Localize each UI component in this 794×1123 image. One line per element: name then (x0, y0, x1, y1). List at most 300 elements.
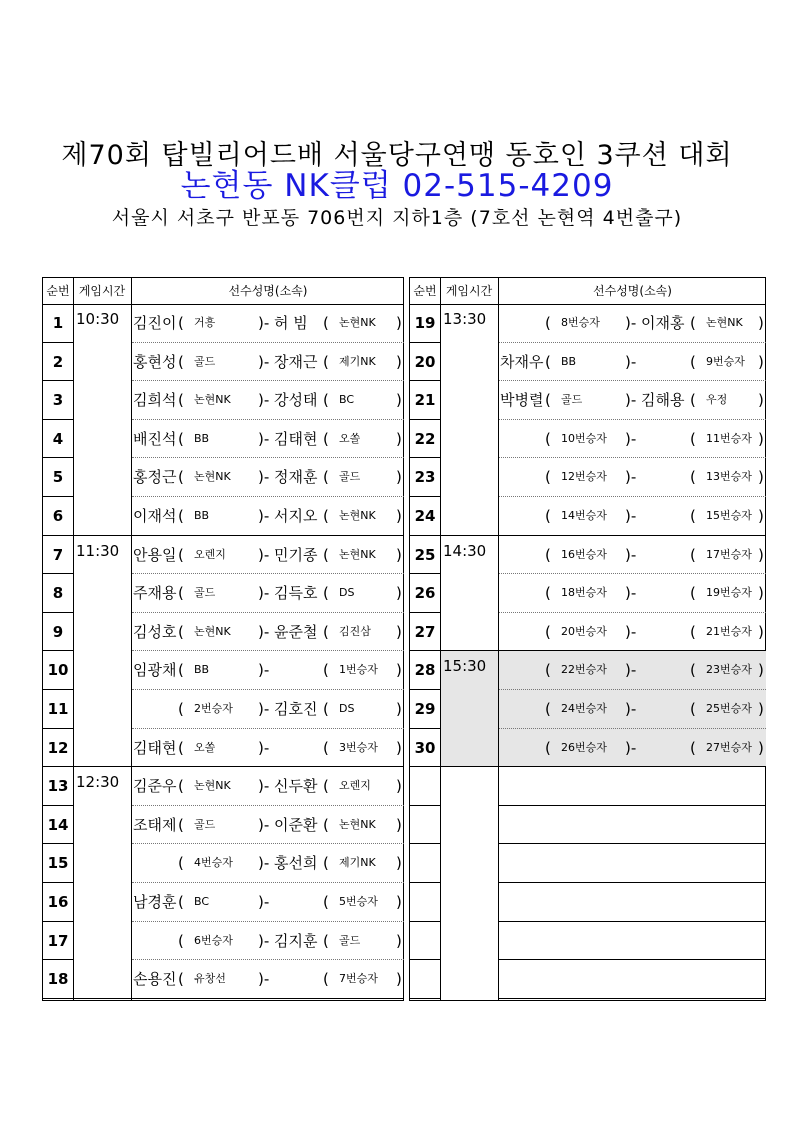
match-row (132, 381, 404, 420)
paren-open-1: ( (178, 931, 184, 950)
empty-row (499, 806, 766, 845)
match-number: 3 (43, 381, 73, 420)
paren-close-2: ) (758, 622, 764, 641)
paren-open-2: ( (690, 738, 696, 757)
paren-open-1: ( (545, 507, 551, 525)
empty-number-cell (410, 767, 440, 806)
player1-club: 유창선 (194, 972, 226, 986)
paren-close-2: ) (396, 893, 402, 911)
match-row (132, 536, 404, 575)
paren-open-2: ( (690, 391, 696, 410)
paren-open-1: ( (178, 854, 184, 873)
paren-close-2: ) (396, 545, 402, 564)
match-number: 15 (43, 844, 73, 883)
player2-club: DS (339, 586, 355, 600)
schedule-table-left (42, 277, 404, 1001)
player1-name: 김준우 (133, 777, 177, 796)
vs-dash: )- (258, 815, 270, 834)
player1-club: 거흥 (194, 316, 216, 329)
match-row (132, 922, 404, 961)
player1-club: 골드 (194, 817, 216, 831)
match-row (132, 651, 404, 690)
paren-open-1: ( (178, 893, 184, 911)
paren-open-1: ( (178, 545, 184, 564)
paren-open-2: ( (690, 429, 696, 448)
player1-club: 12번승자 (561, 470, 607, 484)
paren-open-1: ( (178, 970, 184, 989)
match-number: 5 (43, 458, 73, 497)
player2-name: 이재홍 (641, 314, 685, 332)
match-number: 12 (43, 729, 73, 768)
time-slot (74, 767, 131, 999)
vs-dash: )- (625, 429, 637, 448)
paren-close-2: ) (396, 314, 402, 332)
paren-close-2: ) (758, 507, 764, 525)
match-number: 9 (43, 613, 73, 652)
player2-club: 25번승자 (706, 702, 752, 715)
player1-name: 남경훈 (133, 893, 177, 911)
header-players: 선수성명(소속) (593, 284, 672, 298)
empty-row (499, 767, 766, 806)
paren-open-2: ( (323, 700, 329, 718)
player2-club: 논현NK (339, 817, 376, 831)
vs-dash: )- (625, 700, 637, 718)
paren-open-2: ( (323, 584, 329, 603)
player1-club: 6번승자 (194, 933, 233, 947)
paren-close-2: ) (758, 314, 764, 332)
player1-club: 16번승자 (561, 547, 607, 561)
match-row (499, 497, 766, 536)
player1-club: BB (194, 509, 210, 522)
paren-open-2: ( (690, 468, 696, 487)
paren-open-1: ( (178, 314, 184, 332)
paren-open-1: ( (178, 700, 184, 718)
vs-dash: )- (625, 584, 637, 603)
match-number: 17 (43, 922, 73, 961)
paren-close-2: ) (396, 931, 402, 950)
paren-open-2: ( (323, 507, 329, 525)
paren-close-2: ) (396, 815, 402, 834)
paren-close-2: ) (758, 352, 764, 371)
match-number: 29 (410, 690, 440, 729)
player1-club: BB (194, 663, 210, 677)
player2-club: 27번승자 (706, 740, 752, 754)
vs-dash: )- (258, 777, 270, 796)
player2-club: 21번승자 (706, 624, 752, 638)
paren-close-2: ) (396, 584, 402, 603)
player2-name: 홍선희 (274, 854, 318, 873)
paren-open-2: ( (323, 429, 329, 448)
player1-name: 조태제 (133, 815, 177, 834)
player2-club: 5번승자 (339, 895, 378, 908)
player1-name: 홍현성 (133, 352, 177, 371)
player1-name: 박병렬 (500, 391, 544, 410)
match-number: 25 (410, 536, 440, 575)
paren-open-1: ( (545, 391, 551, 410)
player2-name: 정재훈 (274, 468, 318, 487)
vs-dash: )- (625, 391, 637, 410)
player2-club: 15번승자 (706, 509, 752, 522)
schedule-table-right (409, 277, 766, 1001)
paren-close-2: ) (396, 700, 402, 718)
game-time: 15:30 (443, 657, 487, 676)
match-row (499, 574, 766, 613)
paren-open-2: ( (690, 584, 696, 603)
match-row (132, 806, 404, 845)
paren-open-2: ( (323, 468, 329, 487)
player2-club: 13번승자 (706, 470, 752, 484)
match-number: 20 (410, 343, 440, 382)
player1-name: 홍정근 (133, 468, 177, 487)
player1-club: 20번승자 (561, 624, 607, 638)
vs-dash: )- (258, 700, 270, 718)
match-row (132, 458, 404, 497)
player1-name: 손용진 (133, 970, 177, 989)
vs-dash: )- (258, 314, 270, 332)
paren-close-2: ) (758, 584, 764, 603)
paren-close-2: ) (396, 738, 402, 757)
player2-name: 김득호 (274, 584, 318, 603)
match-number: 23 (410, 458, 440, 497)
match-number: 27 (410, 613, 440, 652)
player2-name: 김호진 (274, 700, 318, 718)
paren-open-1: ( (545, 468, 551, 487)
paren-close-2: ) (396, 970, 402, 989)
match-number: 8 (43, 574, 73, 613)
paren-close-2: ) (396, 391, 402, 410)
vs-dash: )- (625, 314, 637, 332)
player2-club: 논현NK (706, 316, 743, 329)
player1-club: 오쏠 (194, 740, 216, 754)
time-slot (74, 304, 131, 536)
paren-close-2: ) (396, 352, 402, 371)
paren-open-1: ( (178, 777, 184, 796)
player2-name: 김태현 (274, 429, 318, 448)
player1-club: 논현NK (194, 624, 231, 638)
paren-open-1: ( (178, 815, 184, 834)
time-slot (74, 536, 131, 768)
match-number: 30 (410, 729, 440, 768)
player2-club: 11번승자 (706, 431, 752, 445)
paren-open-1: ( (545, 622, 551, 641)
match-number: 19 (410, 304, 440, 343)
paren-open-1: ( (545, 700, 551, 718)
player2-club: 오쏠 (339, 431, 361, 445)
player2-club: 골드 (339, 470, 361, 484)
empty-number-cell (410, 922, 440, 961)
player1-name: 주재용 (133, 584, 177, 603)
vs-dash: )- (258, 584, 270, 603)
player2-name: 김해용 (641, 391, 685, 410)
paren-open-2: ( (323, 622, 329, 641)
player2-club: 김진삼 (339, 624, 371, 638)
match-row (132, 844, 404, 883)
player2-name: 윤준철 (274, 622, 318, 641)
paren-open-1: ( (178, 391, 184, 410)
header-no: 순번 (46, 284, 70, 298)
player1-club: 8번승자 (561, 316, 600, 329)
vs-dash: )- (258, 545, 270, 564)
vs-dash: )- (258, 468, 270, 487)
match-row (499, 343, 766, 382)
match-row (132, 690, 404, 729)
paren-close-2: ) (396, 622, 402, 641)
match-number: 16 (43, 883, 73, 922)
player2-club: 9번승자 (706, 354, 745, 368)
match-row (499, 381, 766, 420)
match-row (132, 960, 404, 999)
match-number: 13 (43, 767, 73, 806)
header-time: 게임시간 (445, 284, 493, 298)
paren-open-1: ( (545, 352, 551, 371)
venue-address: 서울시 서초구 반포동 706번지 지하1층 (7호선 논현역 4번출구) (111, 207, 683, 229)
paren-open-1: ( (178, 661, 184, 680)
paren-open-2: ( (323, 391, 329, 410)
paren-close-2: ) (396, 661, 402, 680)
player1-club: 4번승자 (194, 856, 233, 870)
paren-close-2: ) (758, 545, 764, 564)
vs-dash: )- (258, 352, 270, 371)
player1-name: 배진석 (133, 429, 177, 448)
paren-open-1: ( (545, 429, 551, 448)
match-number: 2 (43, 343, 73, 382)
player1-club: 10번승자 (561, 431, 607, 445)
player2-name: 허 빔 (274, 314, 308, 332)
header-players: 선수성명(소속) (228, 284, 308, 298)
match-row (499, 420, 766, 459)
player2-name: 이준환 (274, 815, 318, 834)
game-time: 12:30 (76, 773, 120, 792)
player1-name: 이재석 (133, 507, 177, 525)
player2-club: 7번승자 (339, 972, 378, 986)
paren-close-2: ) (396, 854, 402, 873)
empty-number-cell (410, 883, 440, 922)
vs-dash: )- (258, 738, 270, 757)
paren-open-2: ( (323, 352, 329, 371)
vs-dash: )- (625, 468, 637, 487)
paren-open-2: ( (323, 738, 329, 757)
vs-dash: )- (258, 622, 270, 641)
player1-club: BC (194, 895, 210, 908)
paren-open-2: ( (690, 545, 696, 564)
empty-number-cell (410, 960, 440, 999)
player2-club: 3번승자 (339, 740, 378, 754)
player2-name: 강성태 (274, 391, 318, 410)
vs-dash: )- (258, 391, 270, 410)
paren-close-2: ) (758, 738, 764, 757)
player1-club: 24번승자 (561, 702, 607, 715)
player1-club: 오렌지 (194, 547, 226, 561)
player2-club: 우정 (706, 393, 728, 407)
match-row (132, 883, 404, 922)
header-time: 게임시간 (78, 284, 126, 298)
paren-open-2: ( (690, 661, 696, 680)
player2-club: 19번승자 (706, 586, 752, 600)
player1-club: 2번승자 (194, 702, 233, 715)
paren-open-1: ( (545, 661, 551, 680)
empty-row (499, 883, 766, 922)
paren-close-2: ) (758, 661, 764, 680)
paren-close-2: ) (758, 700, 764, 718)
paren-open-2: ( (323, 931, 329, 950)
paren-open-1: ( (178, 468, 184, 487)
paren-open-1: ( (178, 738, 184, 757)
match-row (132, 304, 404, 343)
match-row (132, 574, 404, 613)
paren-open-2: ( (690, 507, 696, 525)
player2-club: 1번승자 (339, 663, 378, 677)
player1-name: 김성호 (133, 622, 177, 641)
player1-name: 차재우 (500, 352, 544, 371)
paren-close-2: ) (396, 468, 402, 487)
vs-dash: )- (625, 661, 637, 680)
empty-row (499, 922, 766, 961)
match-number: 14 (43, 806, 73, 845)
player1-club: 논현NK (194, 470, 231, 484)
match-row (132, 420, 404, 459)
player2-name: 김지훈 (274, 931, 318, 950)
player1-name: 임광채 (133, 661, 177, 680)
vs-dash: )- (258, 429, 270, 448)
player1-club: 논현NK (194, 393, 231, 407)
paren-open-2: ( (690, 352, 696, 371)
match-number: 10 (43, 651, 73, 690)
match-row (499, 613, 766, 652)
match-row (499, 651, 766, 690)
time-slot (441, 651, 498, 767)
player2-club: BC (339, 393, 355, 407)
match-number: 11 (43, 690, 73, 729)
match-row (132, 729, 404, 768)
match-row (132, 343, 404, 382)
player2-club: 골드 (339, 933, 361, 947)
time-slot (441, 536, 498, 652)
vs-dash: )- (625, 622, 637, 641)
vs-dash: )- (258, 931, 270, 950)
match-row (499, 536, 766, 575)
match-number: 22 (410, 420, 440, 459)
paren-close-2: ) (758, 429, 764, 448)
vs-dash: )- (258, 661, 270, 680)
tournament-title: 제70회 탑빌리어드배 서울당구연맹 동호인 3쿠션 대회 (61, 140, 733, 171)
player1-club: 22번승자 (561, 663, 607, 677)
paren-open-1: ( (178, 352, 184, 371)
player1-club: 18번승자 (561, 586, 607, 600)
match-number: 18 (43, 960, 73, 999)
match-number: 26 (410, 574, 440, 613)
paren-open-1: ( (178, 429, 184, 448)
paren-close-2: ) (396, 507, 402, 525)
vs-dash: )- (625, 545, 637, 564)
vs-dash: )- (625, 507, 637, 525)
paren-open-1: ( (178, 622, 184, 641)
game-time: 13:30 (443, 310, 487, 328)
player1-club: BB (194, 431, 210, 445)
vs-dash: )- (625, 352, 637, 371)
paren-open-1: ( (545, 545, 551, 564)
player2-club: 논현NK (339, 547, 376, 561)
paren-open-2: ( (323, 893, 329, 911)
player1-club: 14번승자 (561, 509, 607, 522)
paren-open-1: ( (545, 584, 551, 603)
match-number: 1 (43, 304, 73, 343)
game-time: 14:30 (443, 541, 487, 560)
match-number: 4 (43, 420, 73, 459)
empty-number-cell (410, 844, 440, 883)
player1-name: 안용일 (133, 545, 177, 564)
paren-open-2: ( (690, 622, 696, 641)
player2-name: 신두환 (274, 777, 318, 796)
paren-open-1: ( (178, 584, 184, 603)
player1-name: 김희석 (133, 391, 177, 410)
player1-club: BB (561, 354, 577, 368)
player2-club: 23번승자 (706, 663, 752, 677)
paren-open-2: ( (323, 314, 329, 332)
paren-open-2: ( (690, 700, 696, 718)
venue-phone: 논현동 NK클럽 02-515-4209 (180, 168, 614, 204)
paren-open-2: ( (323, 545, 329, 564)
player2-club: 논현NK (339, 316, 376, 329)
player2-name: 서지오 (274, 507, 318, 525)
table-header (410, 278, 765, 305)
match-row (132, 767, 404, 806)
match-row (499, 690, 766, 729)
paren-open-2: ( (323, 854, 329, 873)
player2-club: 논현NK (339, 509, 376, 522)
vs-dash: )- (625, 738, 637, 757)
vs-dash: )- (258, 970, 270, 989)
paren-open-2: ( (323, 970, 329, 989)
player1-club: 골드 (561, 393, 583, 407)
match-row (499, 304, 766, 343)
paren-open-2: ( (323, 661, 329, 680)
player2-name: 장재근 (274, 352, 318, 371)
paren-open-1: ( (178, 507, 184, 525)
empty-row (499, 844, 766, 883)
player1-name: 김진이 (133, 314, 177, 332)
table-header (43, 278, 403, 305)
match-row (499, 458, 766, 497)
empty-row (499, 960, 766, 999)
player2-name: 민기종 (274, 545, 318, 564)
vs-dash: )- (258, 893, 270, 911)
match-number: 24 (410, 497, 440, 536)
player1-club: 골드 (194, 354, 216, 368)
match-number: 21 (410, 381, 440, 420)
player2-club: 제기NK (339, 354, 376, 368)
player2-club: 17번승자 (706, 547, 752, 561)
paren-open-2: ( (690, 314, 696, 332)
paren-open-2: ( (323, 777, 329, 796)
paren-close-2: ) (396, 777, 402, 796)
match-number: 7 (43, 536, 73, 575)
match-row (499, 729, 766, 768)
player1-club: 골드 (194, 586, 216, 600)
paren-close-2: ) (758, 391, 764, 410)
player2-club: 오렌지 (339, 779, 371, 793)
empty-number-cell (410, 806, 440, 845)
player2-club: DS (339, 702, 355, 715)
player1-club: 논현NK (194, 779, 231, 793)
match-row (132, 613, 404, 652)
paren-close-2: ) (758, 468, 764, 487)
paren-open-1: ( (545, 738, 551, 757)
time-slot (441, 304, 498, 536)
paren-open-1: ( (545, 314, 551, 332)
match-number: 6 (43, 497, 73, 536)
vs-dash: )- (258, 854, 270, 873)
player1-club: 26번승자 (561, 740, 607, 754)
